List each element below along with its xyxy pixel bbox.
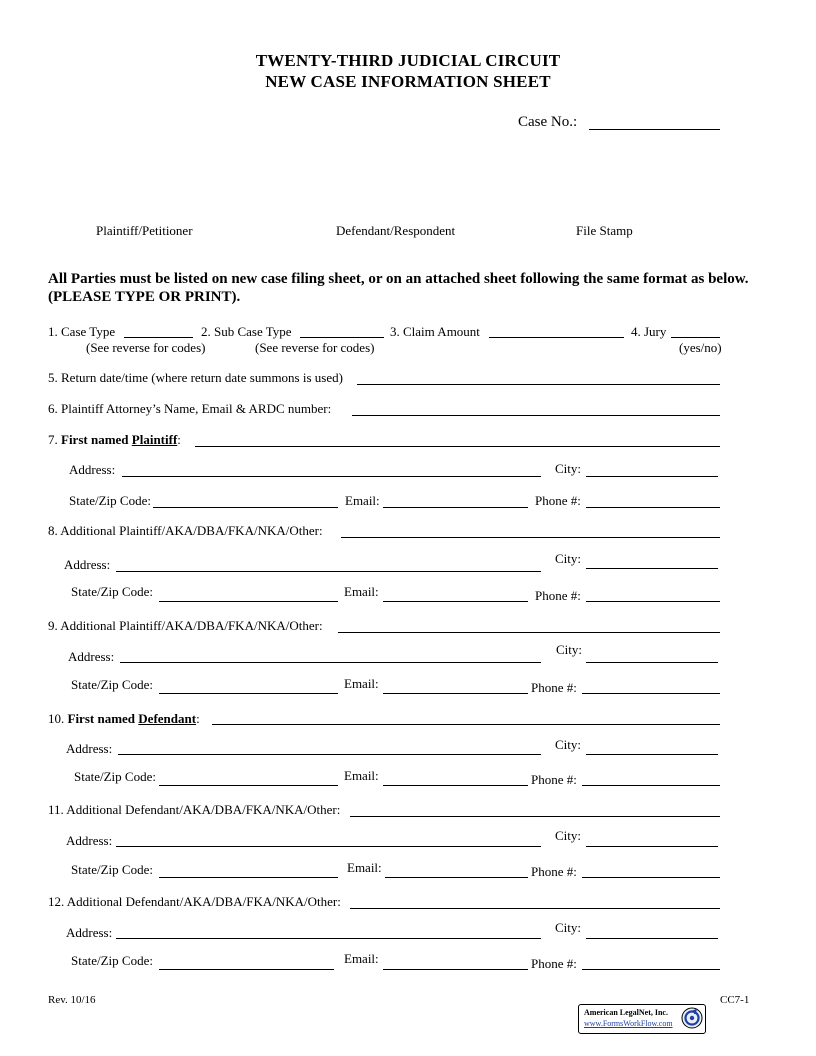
row-number: 10. bbox=[48, 711, 68, 726]
colon: : bbox=[177, 432, 181, 447]
additional-plaintiff-1-field[interactable] bbox=[341, 537, 720, 538]
d3-address-field[interactable] bbox=[116, 938, 541, 939]
sub-case-type-note: (See reverse for codes) bbox=[255, 340, 375, 355]
d2-phone-field[interactable] bbox=[582, 877, 720, 878]
d2-city-label: City: bbox=[555, 828, 582, 843]
colon: : bbox=[196, 711, 200, 726]
p3-phone-label: Phone #: bbox=[531, 680, 577, 695]
d1-email-label: Email: bbox=[344, 768, 379, 783]
d2-state-zip-field[interactable] bbox=[159, 877, 338, 878]
claim-amount-field[interactable] bbox=[489, 337, 624, 338]
additional-defendant-1-label: 11. Additional Defendant/AKA/DBA/FKA/NKA/Other: bbox=[48, 802, 341, 817]
additional-plaintiff-2-field[interactable] bbox=[338, 632, 720, 633]
plaintiff-attorney-field[interactable] bbox=[352, 415, 720, 416]
p3-city-label: City: bbox=[556, 642, 583, 657]
additional-defendant-2-field[interactable] bbox=[350, 908, 720, 909]
p1-phone-field[interactable] bbox=[586, 507, 720, 508]
globe-arrow-icon bbox=[681, 1007, 703, 1029]
additional-defendant-1-field[interactable] bbox=[350, 816, 720, 817]
d3-address-label: Address: bbox=[66, 925, 113, 940]
p3-city-field[interactable] bbox=[586, 662, 718, 663]
defendant-word: Defendant bbox=[138, 711, 197, 726]
p2-city-label: City: bbox=[555, 551, 582, 566]
p1-city-label: City: bbox=[555, 461, 582, 476]
d2-address-label: Address: bbox=[66, 833, 113, 848]
d1-address-label: Address: bbox=[66, 741, 113, 756]
p1-address-label: Address: bbox=[69, 462, 116, 477]
d1-city-field[interactable] bbox=[586, 754, 718, 755]
d3-city-field[interactable] bbox=[586, 938, 718, 939]
additional-plaintiff-1-label: 8. Additional Plaintiff/AKA/DBA/FKA/NKA/Other: bbox=[48, 523, 323, 538]
first-defendant-field[interactable] bbox=[212, 724, 720, 725]
case-type-field[interactable] bbox=[124, 337, 193, 338]
logo-website-link[interactable]: www.FormsWorkFlow.com bbox=[584, 1019, 673, 1028]
claim-amount-label: 3. Claim Amount bbox=[390, 324, 480, 339]
additional-defendant-2-label: 12. Additional Defendant/AKA/DBA/FKA/NKA/Other: bbox=[48, 894, 341, 909]
p2-email-field[interactable] bbox=[383, 601, 528, 602]
d1-phone-label: Phone #: bbox=[531, 772, 577, 787]
d3-phone-label: Phone #: bbox=[531, 956, 577, 971]
d2-phone-label: Phone #: bbox=[531, 864, 577, 879]
plaintiff-petitioner-label: Plaintiff/Petitioner bbox=[96, 223, 193, 238]
d1-state-zip-field[interactable] bbox=[159, 785, 338, 786]
d3-phone-field[interactable] bbox=[582, 969, 720, 970]
p1-email-field[interactable] bbox=[383, 507, 528, 508]
jury-field[interactable] bbox=[671, 337, 720, 338]
case-type-note: (See reverse for codes) bbox=[86, 340, 206, 355]
p2-address-field[interactable] bbox=[116, 571, 541, 572]
plaintiff-attorney-label: 6. Plaintiff Attorney’s Name, Email & ARDC number: bbox=[48, 401, 332, 416]
d3-state-zip-field[interactable] bbox=[159, 969, 334, 970]
p1-address-field[interactable] bbox=[122, 476, 541, 477]
d2-email-label: Email: bbox=[347, 860, 382, 875]
first-named-text: First named bbox=[61, 432, 132, 447]
additional-plaintiff-2-label: 9. Additional Plaintiff/AKA/DBA/FKA/NKA/Other: bbox=[48, 618, 323, 633]
d3-email-field[interactable] bbox=[383, 969, 528, 970]
p3-state-zip-field[interactable] bbox=[159, 693, 338, 694]
return-date-field[interactable] bbox=[357, 384, 720, 385]
p2-state-zip-field[interactable] bbox=[159, 601, 338, 602]
return-date-label: 5. Return date/time (where return date summons is used) bbox=[48, 370, 343, 385]
d1-state-zip-label: State/Zip Code: bbox=[74, 769, 156, 784]
p1-state-zip-field[interactable] bbox=[153, 507, 338, 508]
d1-email-field[interactable] bbox=[383, 785, 528, 786]
d3-city-label: City: bbox=[555, 920, 582, 935]
p3-address-field[interactable] bbox=[120, 662, 541, 663]
first-named-text: First named bbox=[67, 711, 139, 726]
p3-state-zip-label: State/Zip Code: bbox=[71, 677, 153, 692]
case-no-field[interactable] bbox=[589, 129, 720, 130]
p2-address-label: Address: bbox=[64, 557, 111, 572]
p3-email-label: Email: bbox=[344, 676, 379, 691]
p2-email-label: Email: bbox=[344, 584, 379, 599]
p3-email-field[interactable] bbox=[383, 693, 528, 694]
jury-note: (yes/no) bbox=[679, 340, 722, 355]
d1-city-label: City: bbox=[555, 737, 582, 752]
file-stamp-label: File Stamp bbox=[576, 223, 633, 238]
form-title-line2: NEW CASE INFORMATION SHEET bbox=[265, 72, 551, 91]
p1-email-label: Email: bbox=[345, 493, 380, 508]
d1-phone-field[interactable] bbox=[582, 785, 720, 786]
revision-label: Rev. 10/16 bbox=[48, 994, 96, 1006]
american-legalnet-logo[interactable] bbox=[578, 1004, 706, 1034]
jury-label: 4. Jury bbox=[631, 324, 667, 339]
instructions-text: All Parties must be listed on new case filing sheet, or on an attached sheet following the same format as below. (PLEASE TYPE OR PRINT). bbox=[48, 271, 749, 305]
p3-address-label: Address: bbox=[68, 649, 115, 664]
sub-case-type-label: 2. Sub Case Type bbox=[201, 324, 292, 339]
defendant-respondent-label: Defendant/Respondent bbox=[336, 223, 456, 238]
logo-company-name: American LegalNet, Inc. bbox=[584, 1008, 668, 1017]
p2-state-zip-label: State/Zip Code: bbox=[71, 584, 153, 599]
form-title-line1: TWENTY-THIRD JUDICIAL CIRCUIT bbox=[255, 51, 561, 70]
d2-city-field[interactable] bbox=[586, 846, 718, 847]
case-type-label: 1. Case Type bbox=[48, 324, 116, 339]
p2-phone-field[interactable] bbox=[586, 601, 720, 602]
p1-phone-label: Phone #: bbox=[535, 493, 581, 508]
first-plaintiff-field[interactable] bbox=[195, 446, 720, 447]
p2-city-field[interactable] bbox=[586, 568, 718, 569]
p1-state-zip-label: State/Zip Code: bbox=[69, 493, 151, 508]
p3-phone-field[interactable] bbox=[582, 693, 720, 694]
d2-address-field[interactable] bbox=[116, 846, 541, 847]
row-number: 7. bbox=[48, 432, 61, 447]
case-no-label: Case No.: bbox=[518, 114, 578, 130]
sub-case-type-field[interactable] bbox=[300, 337, 384, 338]
p1-city-field[interactable] bbox=[586, 476, 718, 477]
d2-state-zip-label: State/Zip Code: bbox=[71, 862, 153, 877]
first-plaintiff-label bbox=[48, 432, 181, 448]
d1-address-field[interactable] bbox=[118, 754, 541, 755]
d3-state-zip-label: State/Zip Code: bbox=[71, 953, 153, 968]
d2-email-field[interactable] bbox=[385, 877, 528, 878]
first-defendant-label bbox=[48, 711, 200, 727]
p2-phone-label: Phone #: bbox=[535, 588, 581, 603]
plaintiff-word: Plaintiff bbox=[131, 432, 178, 447]
d3-email-label: Email: bbox=[344, 951, 379, 966]
form-id-label: CC7-1 bbox=[720, 994, 750, 1006]
